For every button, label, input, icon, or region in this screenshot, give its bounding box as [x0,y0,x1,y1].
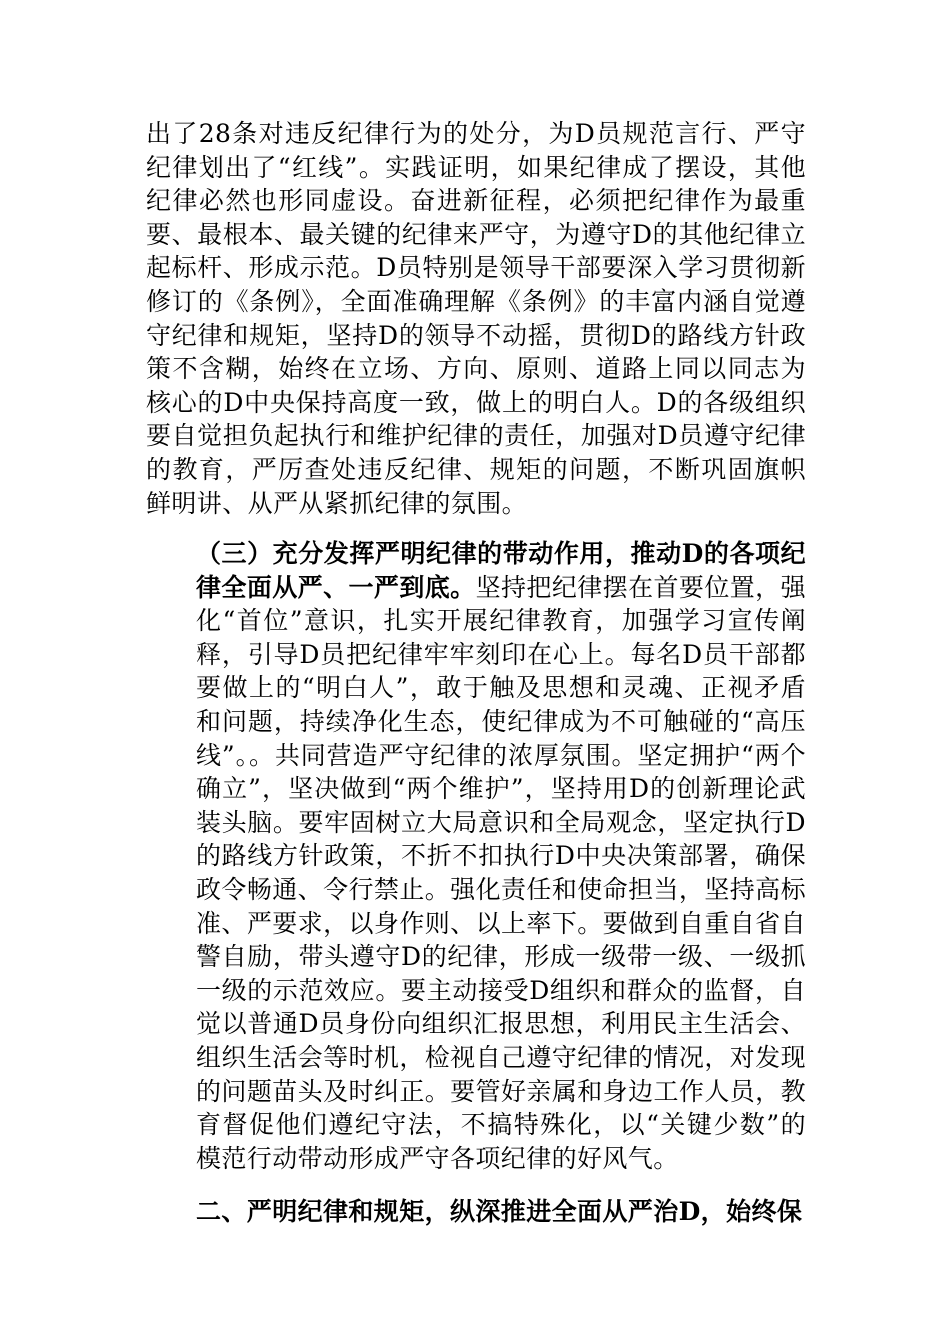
paragraph-2-body: 坚持把纪律摆在首要位置，强化“首位”意识，扎实开展纪律教育，加强学习宣传阐释，引导D员把纪律牢牢刻印在心上。每名D员干部都要做上的“明白人”，敢于触及思想和灵魂、正视矛盾和问题，持续净化生态，使纪律成为不可触碰的“高压线”。。共同营造严守纪律的浓厚氛围。坚定拥护“两个确立”，坚决做到“两个维护”，坚持用D的创新理论武装头脑。要牢固树立大局意识和全局观念，坚定执行D的路线方针政策，不折不扣执行D中央决策部署，确保政令畅通、令行禁止。强化责任和使命担当，坚持高标准、严要求，以身作则、以上率下。要做到自重自省自警自励，带头遵守D的纪律，形成一级带一级、一级抓一级的示范效应。要主动接受D组织和群众的监督，自觉以普通D员身份向组织汇报思想，利用民主生活会、组织生活会等时机，检视自己遵守纪律的情况，对发现的问题苗头及时纠正。要管好亲属和身边工作人员，教育督促他们遵纪守法，不搞特殊化，以“关键少数”的模范行动带动形成严守各项纪律的好风气。 [196,572,806,1173]
paragraph-2 [146,537,806,1175]
paragraph-1 [146,117,806,520]
paragraph-1-text: 出了28条对违反纪律行为的处分，为D员规范言行、严守纪律划出了“红线”。实践证明，如果纪律成了摆设，其他纪律必然也形同虚设。奋进新征程，必须把纪律作为最重要、最根本、最关键的纪律来严守，为遵守D的其他纪律立起标杆、形成示范。D员特别是领导干部要深入学习贯彻新修订的《条例》，全面准确理解《条例》的丰富内涵自觉遵守纪律和规矩，坚持D的领导不动摇，贯彻D的路线方针政策不含糊，始终在立场、方向、原则、道路上同以同志为核心的D中央保持高度一致，做上的明白人。D的各级组织要自觉担负起执行和维护纪律的责任，加强对D员遵守纪律的教育，严厉查处违反纪律、规矩的问题，不断巩固旗帜鲜明讲、从严从紧抓纪律的氛围。 [146,119,806,518]
section-heading-2: 二、严明纪律和规矩，纵深推进全面从严治D，始终保 [196,1197,803,1226]
paragraph-2-text [146,537,806,1175]
paragraph-2-lead: （三）充分发挥严明纪律的带动作用，推动D的各项纪律全面从严、一严到底。 [196,539,806,602]
